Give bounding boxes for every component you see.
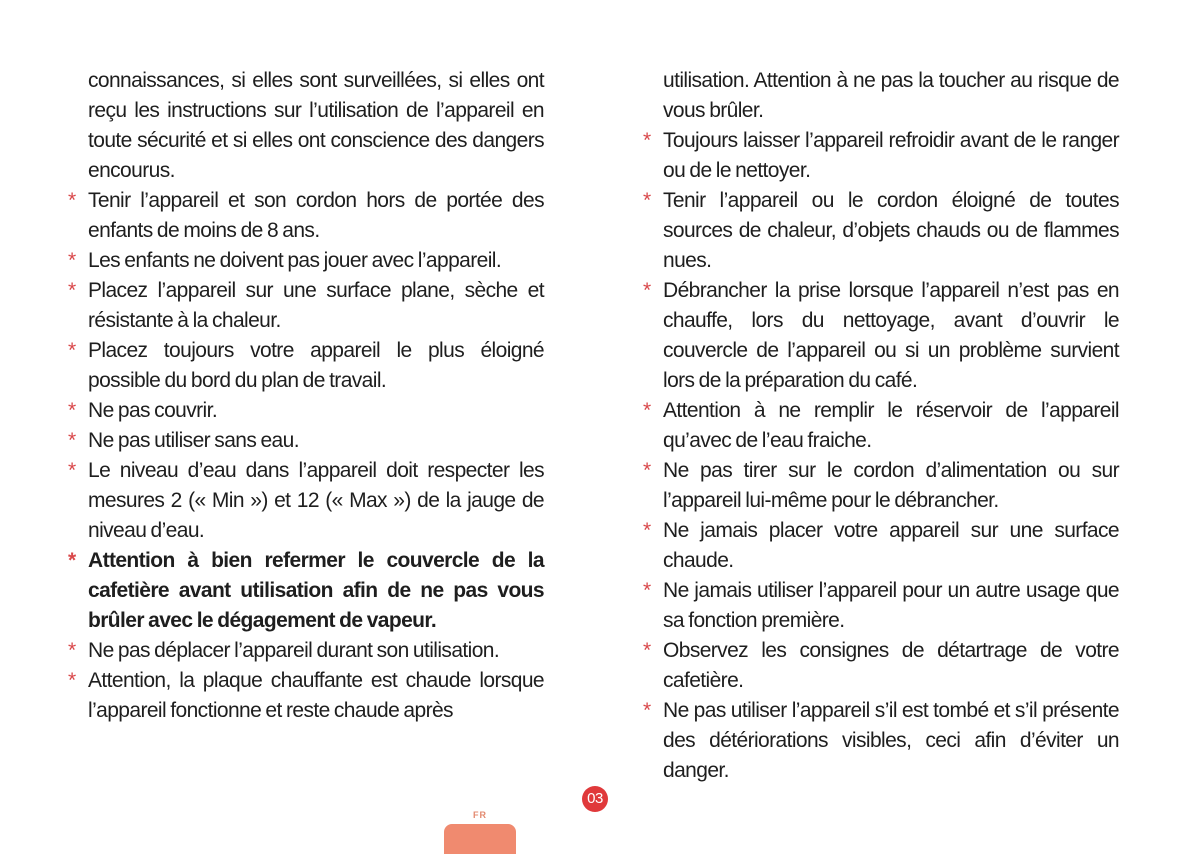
safety-item-text: Ne pas utiliser sans eau. [88,429,299,452]
bullet-asterisk-icon: * [68,399,76,422]
safety-item [643,276,1119,396]
page-number-badge: 03 [582,786,608,812]
bullet-asterisk-icon: * [68,339,76,362]
right-item-list [643,126,1119,786]
safety-item-text: Ne jamais placer votre appareil sur une surface chaude. [663,519,1119,572]
safety-item [68,246,544,276]
safety-item [68,336,544,396]
safety-item-text: Ne pas déplacer l’appareil durant son utilisation. [88,639,500,662]
bullet-asterisk-icon: * [68,249,76,272]
safety-item [643,396,1119,456]
left-column [68,66,544,726]
safety-item-text: Les enfants ne doivent pas jouer avec l’appareil. [88,249,502,272]
safety-item [68,276,544,336]
safety-item-text: Ne pas utiliser l’appareil s’il est tombé et s’il présente des détériorations visibles, ceci afin d’éviter un danger. [663,699,1119,782]
safety-item [643,576,1119,636]
language-label: FR [473,810,487,820]
safety-item-text: Toujours laisser l’appareil refroidir avant de le ranger ou de le nettoyer. [663,129,1119,182]
safety-item-text: Ne pas couvrir. [88,399,218,422]
safety-item-text: Ne pas tirer sur le cordon d’alimentation ou sur l’appareil lui-même pour le débrancher. [663,459,1119,512]
safety-item-text: Ne jamais utiliser l’appareil pour un autre usage que sa fonction première. [663,579,1119,632]
safety-item-text: Le niveau d’eau dans l’appareil doit respecter les mesures 2 (« Min ») et 12 (« Max ») de la jauge de niveau d’eau. [88,459,544,542]
right-column [643,66,1119,786]
safety-item [68,426,544,456]
safety-item-text: Observez les consignes de détartrage de votre cafetière. [663,639,1119,692]
safety-item-text: Placez toujours votre appareil le plus éloigné possible du bord du plan de travail. [88,339,544,392]
safety-item-text: Débrancher la prise lorsque l’appareil n’est pas en chauffe, lors du nettoyage, avant d’ouvrir le couvercle de l’appareil ou si un problème survient lors de la préparation du café. [663,279,1119,392]
safety-item [643,696,1119,786]
safety-item [68,396,544,426]
bullet-asterisk-icon: * [643,699,651,722]
safety-item [68,636,544,666]
safety-item [643,636,1119,696]
safety-item-text: Tenir l’appareil et son cordon hors de portée des enfants de moins de 8 ans. [88,189,544,242]
bullet-asterisk-icon: * [643,459,651,482]
bullet-asterisk-icon: * [643,579,651,602]
safety-item [68,186,544,246]
bullet-asterisk-icon: * [643,189,651,212]
safety-item-text: Placez l’appareil sur une surface plane, sèche et résistante à la chaleur. [88,279,544,332]
bullet-asterisk-icon: * [643,129,651,152]
safety-item-text: Attention à ne remplir le réservoir de l’appareil qu’avec de l’eau fraiche. [663,399,1119,452]
bullet-asterisk-icon: * [68,189,76,212]
bullet-asterisk-icon: * [68,669,76,692]
safety-item [68,546,544,636]
left-item-list [68,186,544,726]
safety-item [68,666,544,726]
bullet-asterisk-icon: * [643,399,651,422]
bullet-asterisk-icon: * [68,429,76,452]
bullet-asterisk-icon: * [643,519,651,542]
bullet-asterisk-icon: * [68,639,76,662]
safety-item [68,456,544,546]
bullet-asterisk-icon: * [68,279,76,302]
bullet-asterisk-icon: * [643,639,651,662]
safety-item [643,186,1119,276]
safety-item-text: Tenir l’appareil ou le cordon éloigné de toutes sources de chaleur, d’objets chauds ou de flammes nues. [663,189,1119,272]
safety-item [643,126,1119,186]
safety-item-text: Attention, la plaque chauffante est chaude lorsque l’appareil fonctionne et reste chaude après [88,669,544,722]
right-intro-paragraph: utilisation. Attention à ne pas la toucher au risque de vous brûler. [663,69,1119,122]
safety-item [643,516,1119,576]
bullet-asterisk-icon: * [68,459,76,482]
safety-item [643,456,1119,516]
bullet-asterisk-icon: * [68,549,76,572]
bullet-asterisk-icon: * [643,279,651,302]
left-intro-paragraph: connaissances, si elles sont surveillées, si elles ont reçu les instructions sur l’utilisation de l’appareil en toute sécurité et si elles ont conscience des dangers encourus. [88,69,544,182]
safety-item-text: Attention à bien refermer le couvercle de la cafetière avant utilisation afin de ne pas vous brûler avec le dégagement de vapeur. [88,549,544,632]
